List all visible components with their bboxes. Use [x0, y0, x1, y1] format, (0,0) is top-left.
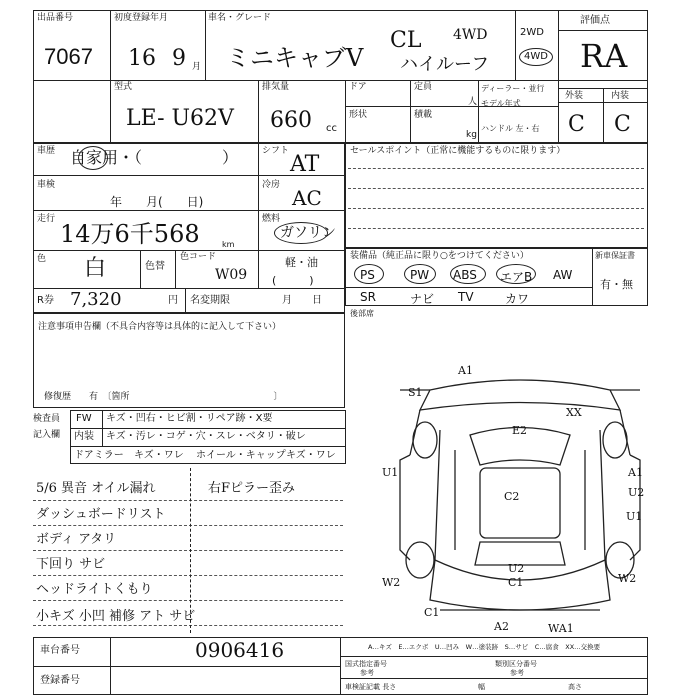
divider — [33, 500, 343, 501]
drive-4wd: 4WD — [524, 51, 548, 62]
car-name: ミニキャブV — [226, 44, 364, 72]
name-change-value: 月 日 — [282, 295, 322, 306]
capacity-label: 定員 — [414, 82, 433, 92]
shape-label: 形状 — [349, 110, 368, 120]
divider — [340, 656, 648, 657]
check-mirror-label: ドアミラー — [74, 450, 124, 461]
dmg-wa1: WA1 — [548, 622, 574, 635]
car-damage-diagram — [380, 360, 660, 640]
check-interior-items: キズ・汚レ・コゲ・穴・スレ・ベタリ・破レ — [106, 431, 306, 442]
dmg-e2: E2 — [512, 424, 528, 437]
chassis-number: 0906416 — [195, 638, 285, 662]
note-1: 5/6 異音 オイル漏れ — [36, 481, 156, 496]
exterior-grade: C — [568, 112, 585, 137]
check-interior-label: 内装 — [74, 431, 94, 442]
divider — [110, 637, 111, 695]
dmg-c2: C2 — [504, 490, 520, 503]
lot-label: 出品番号 — [37, 13, 74, 23]
dmg-c1-left: C1 — [424, 606, 440, 619]
divider — [102, 410, 103, 446]
dmg-a2: A2 — [494, 620, 509, 633]
divider — [558, 88, 648, 89]
mileage-value: 14万6千568 — [60, 220, 200, 248]
rear-seat-label: 後部席 — [350, 309, 374, 318]
inspection-label: 車検 — [37, 180, 56, 190]
divider — [33, 250, 345, 251]
equip-airbag: エアB — [500, 270, 533, 284]
name-label: 車名・グレード — [208, 13, 272, 23]
dmg-w2-left: W2 — [382, 576, 401, 589]
divider — [410, 80, 411, 143]
repair-label: 修復歴 有 〔箇所 〕 — [44, 392, 283, 402]
equip-abs: ABS — [453, 268, 477, 282]
divider — [140, 250, 141, 288]
legend-model-no: 国式指定番号 — [345, 660, 387, 668]
legend-length: 車検証記載 長さ — [345, 683, 397, 691]
entry-label: 記入欄 — [33, 430, 61, 440]
recycle-label: R券 — [37, 295, 54, 306]
equip-sr: SR — [360, 290, 376, 304]
divider — [33, 600, 343, 601]
divider — [478, 80, 479, 143]
km-unit: km — [222, 240, 235, 249]
usage-circle — [78, 146, 108, 170]
equip-navi: ナビ — [410, 292, 435, 306]
divider — [345, 106, 558, 107]
kg-unit: kg — [466, 130, 477, 140]
right-note: 右Fピラー歪み — [208, 481, 296, 496]
model-code: LE- U62V — [126, 106, 234, 131]
chassis-label: 車台番号 — [40, 645, 80, 656]
note-3: ボディ アタリ — [36, 532, 117, 547]
dealer-label: ディーラー・並行 — [481, 84, 545, 93]
divider — [205, 10, 206, 80]
equipment-label: 装備品（純正品に限り○をつけてください） — [350, 251, 529, 261]
equip-ps-circle — [354, 264, 384, 284]
mileage-label: 走行 — [37, 214, 56, 224]
reg-year: 16 — [128, 46, 156, 71]
month-unit: 月 — [192, 62, 202, 72]
cc-label: 排気量 — [262, 82, 290, 92]
handle-label: ハンドル 左・右 — [481, 124, 540, 133]
grade-1: CL — [390, 28, 422, 53]
note-4: 下回り サビ — [36, 557, 106, 572]
dmg-u2-right: U2 — [628, 486, 645, 499]
person-unit: 人 — [468, 97, 478, 107]
equip-tv: TV — [458, 290, 474, 304]
reg-month: 9 — [172, 46, 186, 71]
load-label: 積載 — [414, 110, 433, 120]
equip-ps: PS — [360, 268, 375, 282]
model-year-label: モデル年式 — [481, 99, 521, 108]
divider — [258, 80, 259, 143]
dmg-s1: S1 — [408, 386, 423, 399]
color-code-label: 色コード — [180, 252, 217, 262]
legend-ref-1: 参考 — [360, 669, 374, 677]
divider — [185, 288, 186, 313]
new-car-value: 有・無 — [600, 278, 633, 291]
note-2: ダッシュボードリスト — [36, 507, 166, 522]
note-5: ヘッドライトくもり — [36, 582, 153, 597]
divider — [345, 80, 346, 143]
divider — [33, 210, 345, 211]
lot-number: 7067 — [44, 44, 93, 69]
drive-2wd: 2WD — [520, 27, 544, 38]
legend-width: 幅 — [478, 683, 485, 691]
dmg-c1-rear: C1 — [508, 576, 524, 589]
divider — [33, 550, 343, 551]
color-change-label: 色替 — [145, 261, 165, 272]
check-wheel-label: ホイール・キャップ — [196, 450, 286, 461]
reg-no-label: 登録番号 — [40, 675, 80, 686]
fuel-circle — [274, 222, 328, 244]
divider — [70, 428, 346, 429]
divider — [340, 637, 341, 695]
shift-label: シフト — [262, 146, 290, 156]
divider — [345, 287, 592, 288]
door-label: ドア — [349, 82, 367, 92]
yen-unit: 円 — [168, 295, 178, 306]
recycle-value: 7,320 — [70, 289, 122, 310]
cc-unit: cc — [326, 123, 337, 134]
divider — [515, 10, 516, 80]
inspection-value: 年 月( 日) — [110, 195, 204, 209]
interior-label: 内装 — [611, 91, 630, 101]
divider — [258, 143, 259, 288]
equip-pw: PW — [410, 268, 430, 282]
divider — [175, 250, 176, 288]
equip-abs-circle — [450, 264, 486, 284]
notes-label: 注意事項申告欄（不具合内容等は具体的に記入して下さい） — [38, 322, 282, 332]
divider — [70, 446, 346, 447]
divider — [348, 188, 644, 189]
ac-value: AC — [292, 186, 322, 210]
divider — [603, 88, 604, 143]
divider — [348, 208, 644, 209]
grade-2: ハイルーフ — [400, 54, 490, 75]
usage-label: 車歴 — [37, 146, 56, 156]
inspector-label: 検査員 — [33, 414, 61, 424]
dmg-u2-rear: U2 — [508, 562, 525, 575]
check-wheel-items: キズ・ワレ — [286, 450, 336, 461]
divider — [33, 80, 648, 81]
color-label: 色 — [37, 254, 47, 264]
divider — [33, 625, 343, 626]
divider — [558, 102, 648, 103]
dmg-a1-right: A1 — [628, 466, 643, 479]
color-code-value: W09 — [215, 267, 248, 283]
drive-note: 4WD — [453, 27, 488, 43]
dmg-u1-right: U1 — [626, 510, 643, 523]
cc-value: 660 — [270, 108, 312, 133]
dmg-a1-top: A1 — [458, 364, 473, 377]
divider — [592, 248, 593, 306]
divider — [348, 168, 644, 169]
dmg-u1-left: U1 — [382, 466, 399, 479]
exterior-label: 外装 — [565, 91, 584, 101]
equip-leather: カワ — [505, 292, 530, 306]
sales-label: セールスポイント（正常に機能するものに限ります） — [350, 146, 566, 156]
divider — [110, 10, 111, 143]
usage-value: 自家用・（ ） — [70, 148, 239, 167]
score-value: RA — [580, 37, 628, 75]
divider — [340, 678, 648, 679]
legend-ref-2: 参考 — [510, 669, 524, 677]
fuel-label: 燃料 — [262, 214, 281, 224]
legend-height: 高さ — [568, 683, 582, 691]
model-label: 型式 — [114, 82, 133, 92]
note-6: 小キズ 小凹 補修 アト サビ — [36, 609, 196, 624]
name-change-label: 名変期限 — [190, 295, 230, 306]
check-fw-items: キズ・凹右・ヒビ割・リペア跡・X要 — [106, 413, 273, 424]
check-mirror-items: キズ・ワレ — [134, 450, 184, 461]
shift-value: AT — [290, 152, 320, 177]
equip-pw-circle — [404, 264, 436, 284]
dmg-xx: XX — [566, 406, 582, 419]
fuel-alt-paren: ( ) — [272, 274, 314, 287]
divider — [348, 228, 644, 229]
interior-grade: C — [614, 112, 631, 137]
new-car-label: 新車保証書 — [595, 251, 635, 260]
ac-label: 冷房 — [262, 180, 281, 190]
score-label: 評価点 — [580, 15, 610, 26]
fuel-value: ガソリン — [280, 225, 336, 241]
divider — [33, 666, 340, 667]
divider — [33, 575, 343, 576]
check-fw-label: FW — [76, 413, 92, 424]
legend-text: A…キズ E…エクボ U…凹み W…塗装跡 S…サビ C…腐食 XX…交換要 — [368, 643, 601, 651]
sales-box — [345, 143, 648, 248]
dmg-w2-right: W2 — [618, 572, 637, 585]
fuel-alt: 軽・油 — [285, 256, 318, 269]
legend-class-no: 類別区分番号 — [495, 660, 537, 668]
color-value: 白 — [84, 256, 107, 281]
equip-aw: AW — [553, 268, 573, 282]
divider — [558, 30, 648, 31]
divider — [33, 525, 343, 526]
equip-airbag-circle — [496, 264, 536, 284]
reg-label: 初度登録年月 — [114, 13, 169, 23]
